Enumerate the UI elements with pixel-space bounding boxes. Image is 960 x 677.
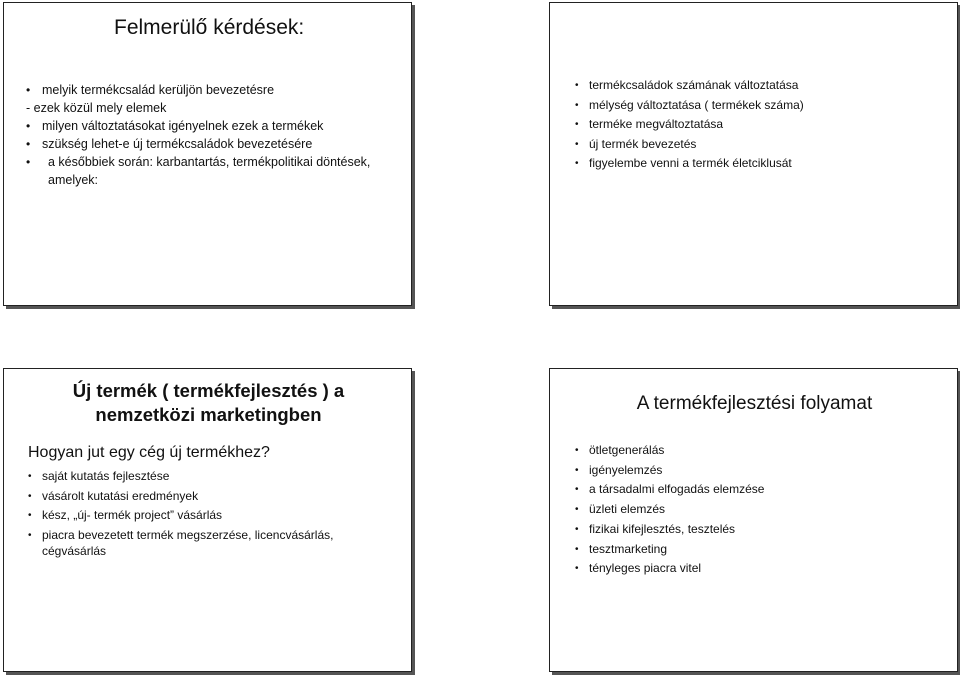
bullet-icon: • (28, 529, 32, 541)
list-item-text: tényleges piacra vitel (589, 561, 702, 576)
list-item (575, 500, 945, 520)
list-item (26, 171, 406, 189)
list-item-text: milyen változtatásokat igényelnek ezek a termékek (42, 119, 324, 133)
slide-subtitle: Hogyan jut egy cég új termékhez? (28, 444, 270, 461)
bullet-icon: • (26, 137, 31, 151)
bullet-icon: • (26, 119, 31, 133)
bullet-icon: • (575, 445, 579, 456)
list-item-text: ötletgenerálás (589, 443, 665, 457)
bullet-icon: • (575, 543, 579, 555)
list-item-text: melyik termékcsalád kerüljön bevezetésre (42, 83, 275, 97)
bullet-icon: • (575, 464, 579, 476)
slide-title-line: nemzetközi marketingben (95, 404, 322, 425)
bullet-icon: • (575, 484, 579, 496)
bullet-icon: • (575, 504, 579, 516)
list-item-text: fizikai kifejlesztés, tesztelés (589, 521, 736, 536)
list-item-text: figyelembe venni a termék életciklusát (589, 156, 792, 170)
bullet-icon: • (28, 510, 32, 521)
list-item-text: vásárolt kutatási eredmények (42, 488, 199, 503)
bullet-list (575, 76, 955, 174)
bullet-list (28, 467, 398, 562)
list-item-text: a társadalmi elfogadás elemzése (589, 482, 765, 497)
slide-felmerulo-kerdesek (3, 2, 412, 306)
bullet-icon: • (575, 158, 579, 169)
list-item (575, 480, 945, 500)
slide-termekcsalad-valtoztatas (549, 2, 958, 306)
bullet-icon: • (575, 119, 579, 130)
list-item (575, 76, 955, 96)
slide-title: Felmerülő kérdések: (114, 16, 305, 39)
list-item-text: új termék bevezetés (589, 136, 697, 151)
list-item (575, 540, 945, 560)
list-item (575, 154, 955, 174)
list-item (26, 153, 406, 171)
list-item-text: saját kutatás fejlesztése (42, 469, 170, 483)
list-item (26, 135, 406, 153)
list-item (26, 117, 406, 135)
bullet-icon: • (26, 83, 31, 97)
list-item (575, 96, 955, 116)
bullet-list (26, 81, 406, 189)
list-item (28, 506, 398, 526)
slide-title (4, 379, 413, 427)
list-item (26, 81, 406, 99)
slide-uj-termek (3, 368, 412, 672)
list-item-text: piacra bevezetett termék megszerzése, licencvásárlás, (42, 527, 334, 542)
bullet-icon: • (575, 523, 579, 535)
list-item-text: cégvásárlás (42, 544, 107, 558)
bullet-icon: • (28, 490, 32, 502)
list-item-text: - ezek közül mely elemek (26, 101, 167, 115)
slide-title-line: Új termék ( termékfejlesztés ) a (72, 380, 345, 401)
list-item-text: termékcsaládok számának változtatása (589, 78, 799, 92)
bullet-list (575, 441, 945, 579)
bullet-icon: • (575, 99, 579, 111)
list-item-text: kész, „új- termék project” vásárlás (42, 508, 223, 522)
list-item (575, 559, 945, 579)
list-item (575, 441, 945, 461)
list-item-text: üzleti elemzés (589, 502, 666, 517)
list-item-text: tesztmarketing (589, 541, 668, 556)
list-item-text: szükség lehet-e új termékcsaládok bevezetésére (42, 137, 313, 151)
list-item (575, 115, 955, 135)
list-item-text: a későbbiek során: karbantartás, termékpolitikai döntések, (48, 155, 371, 169)
list-item (26, 99, 406, 117)
list-item (575, 135, 955, 155)
list-item-text: amelyek: (48, 173, 99, 187)
bullet-icon: • (575, 138, 579, 150)
list-item (28, 467, 398, 487)
slide-termekfejlesztesi-folyamat (549, 368, 958, 672)
list-item (575, 461, 945, 481)
bullet-icon: • (28, 471, 32, 482)
bullet-icon: • (575, 563, 579, 575)
list-item-text: mélység változtatása ( termékek száma) (589, 97, 804, 112)
slide-title: A termékfejlesztési folyamat (636, 393, 873, 414)
list-item-text: terméke megváltoztatása (589, 117, 724, 131)
bullet-icon: • (26, 155, 31, 169)
list-item (28, 487, 398, 507)
list-item (575, 520, 945, 540)
bullet-icon: • (575, 80, 579, 91)
list-item-text: igényelemzés (589, 462, 663, 477)
